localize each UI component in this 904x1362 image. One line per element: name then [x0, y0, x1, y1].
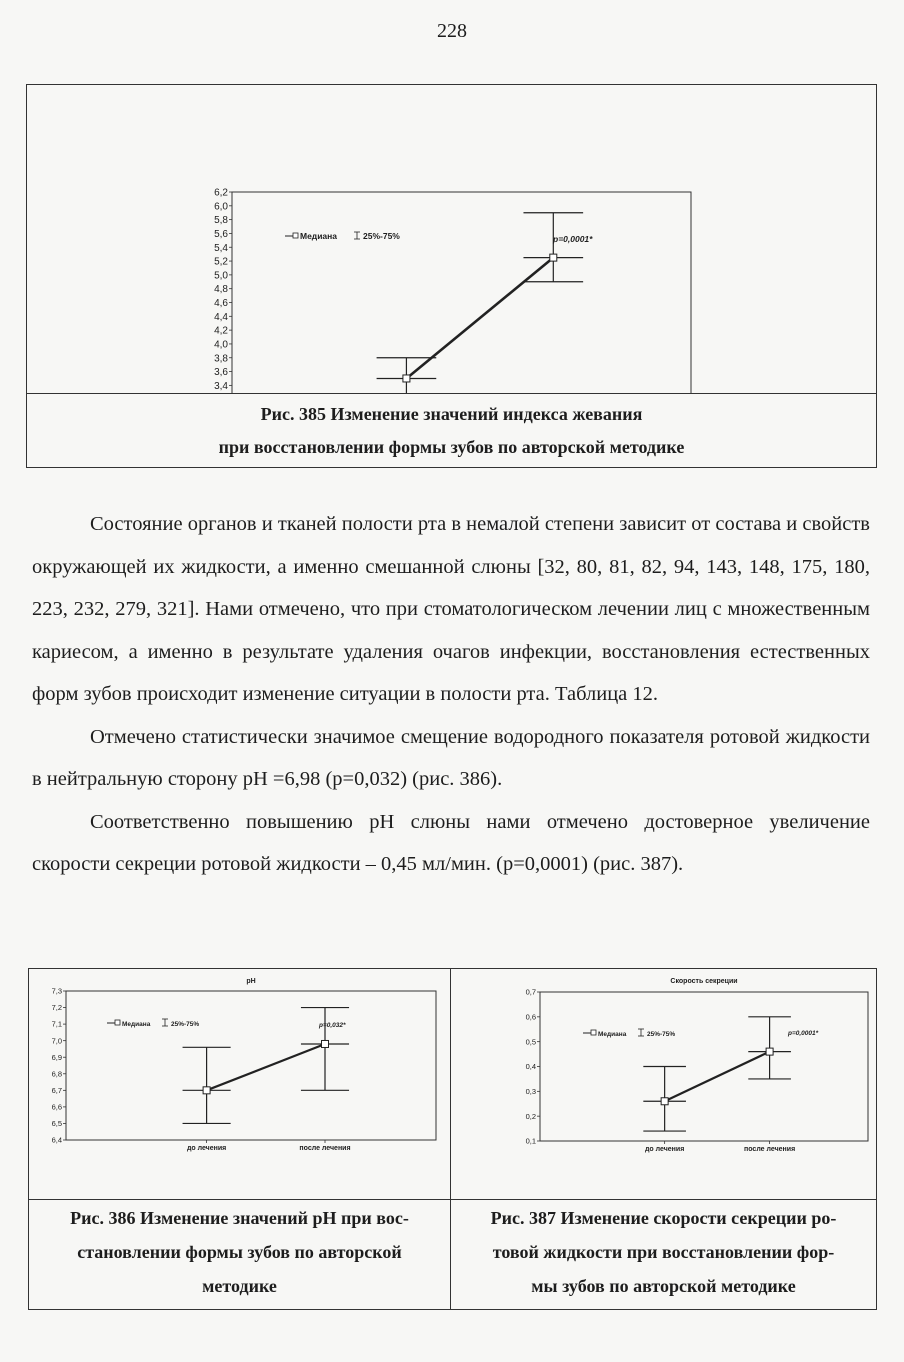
y-tick-label: 6,2 — [214, 187, 228, 199]
y-tick-label: 6,9 — [51, 1052, 62, 1062]
figure-385-box — [26, 84, 877, 468]
caption-line: становлении формы зубов по авторской — [77, 1242, 402, 1262]
figure-387-caption — [451, 1201, 876, 1303]
caption-line: Рис. 387 Изменение скорости секреции ро- — [490, 1208, 837, 1228]
caption-line: товой жидкости при восстановлении фор- — [492, 1242, 835, 1262]
caption-line: методике — [202, 1276, 277, 1296]
figure-385-divider — [27, 393, 876, 394]
x-tick-label: до лечения — [186, 1145, 227, 1152]
y-tick-label: 0,7 — [525, 987, 536, 997]
y-tick-label: 6,0 — [214, 201, 228, 213]
y-tick-label: 5,8 — [214, 215, 228, 227]
median-line — [665, 1052, 770, 1102]
x-tick-label: до лечения — [644, 1146, 685, 1153]
y-tick-label: 0,2 — [525, 1111, 536, 1121]
caption-line: Рис. 386 Изменение значений рН при вос- — [70, 1208, 409, 1228]
y-tick-label: 0,1 — [525, 1136, 536, 1146]
legend-range-label: 25%-75% — [171, 1021, 200, 1028]
x-tick-label: после лечения — [744, 1146, 796, 1153]
y-tick-label: 6,6 — [51, 1102, 62, 1112]
median-point — [661, 1098, 668, 1105]
y-tick-label: 3,8 — [214, 353, 228, 365]
y-tick-label: 4,0 — [214, 339, 228, 351]
y-tick-label: 7,1 — [51, 1019, 62, 1029]
median-point — [766, 1048, 773, 1055]
page-number: 228 — [437, 20, 467, 42]
y-tick-label: 4,8 — [214, 284, 228, 296]
chart-title: pH — [246, 978, 256, 985]
y-tick-label: 7,2 — [51, 1003, 62, 1013]
x-tick-label: после лечения — [299, 1145, 351, 1152]
y-tick-label: 3,4 — [214, 380, 228, 392]
legend-range-label: 25%-75% — [363, 231, 400, 241]
paragraph: Состояние органов и тканей полости рта в немалой степени зависит от состава и свойств окружающей их жидкости, а именно смешанной слюны [32, 80, 81, 82, 94, 143, 148, 175, 180, 223, 232, 279, 321]. Нами отмечено, что при стоматологическом лечении лиц с множественным кариесом, а именно в результате удаления очагов инфекции, восстановления естественных форм зубов происходит изменение ситуации в полости рта. Таблица 12. — [32, 513, 870, 705]
y-tick-label: 4,4 — [214, 311, 228, 323]
legend-median-marker — [115, 1020, 120, 1025]
y-tick-label: 6,7 — [51, 1085, 62, 1095]
y-tick-label: 5,0 — [214, 270, 228, 282]
paragraph: Соответственно повышению рН слюны нами отмечено достоверное увеличение скорости секреции ротовой жидкости – 0,45 мл/мин. (р=0,0001) (рис. 387). — [32, 810, 870, 875]
median-point — [550, 254, 557, 261]
median-point — [322, 1040, 329, 1047]
legend-median-marker — [591, 1030, 596, 1035]
legend-range-label: 25%-75% — [647, 1031, 676, 1038]
chart-chewing-index — [27, 85, 876, 393]
figures-386-387-box — [28, 968, 877, 1310]
plot-frame — [540, 992, 868, 1141]
p-value-annotation: p=0,0001* — [788, 1030, 819, 1037]
caption-line: при восстановлении формы зубов по авторской методике — [218, 437, 685, 457]
figure-386-caption — [29, 1201, 450, 1303]
median-line — [207, 1044, 325, 1090]
p-value-annotation: p=0,0001* — [553, 234, 593, 244]
y-tick-label: 6,4 — [51, 1135, 62, 1145]
legend-median-marker — [293, 233, 298, 238]
y-tick-label: 7,3 — [51, 986, 62, 996]
caption-line: мы зубов по авторской методике — [531, 1276, 796, 1296]
y-tick-label: 7,0 — [51, 1036, 62, 1046]
y-tick-label: 0,6 — [525, 1012, 536, 1022]
figure-385-caption — [27, 398, 876, 464]
y-tick-label: 6,8 — [51, 1069, 62, 1079]
legend-median-label: Медиана — [300, 231, 338, 241]
chart-title: Скорость секреции — [670, 978, 738, 985]
p-value-annotation: p=0,032* — [319, 1022, 346, 1029]
legend-median-label: Медиана — [598, 1031, 627, 1038]
y-tick-label: 4,6 — [214, 298, 228, 309]
y-tick-label: 6,5 — [51, 1119, 62, 1129]
paragraph: Отмечено статистически значимое смещение водородного показателя ротовой жидкости в нейтральную сторону рН =6,98 (р=0,032) (рис. 386). — [32, 725, 870, 790]
median-point — [403, 375, 410, 382]
chart-secretion-rate — [450, 969, 876, 1199]
legend-median-label: Медиана — [122, 1021, 151, 1028]
y-tick-label: 4,2 — [214, 325, 228, 337]
y-tick-label: 3,6 — [214, 367, 228, 379]
y-tick-label: 0,4 — [525, 1062, 536, 1072]
caption-line: Рис. 385 Изменение значений индекса жевания — [260, 404, 643, 424]
median-point — [203, 1087, 210, 1094]
median-line — [406, 258, 553, 379]
plot-frame — [66, 991, 436, 1140]
y-tick-label: 5,4 — [214, 242, 228, 254]
chart-ph — [29, 969, 449, 1199]
y-tick-label: 0,5 — [525, 1037, 536, 1047]
y-tick-label: 5,2 — [214, 256, 228, 268]
body-text — [32, 503, 870, 886]
y-tick-label: 0,3 — [525, 1086, 536, 1096]
plot-frame — [232, 192, 691, 393]
figure-caption-divider — [29, 1199, 876, 1200]
y-tick-label: 5,6 — [214, 228, 228, 240]
